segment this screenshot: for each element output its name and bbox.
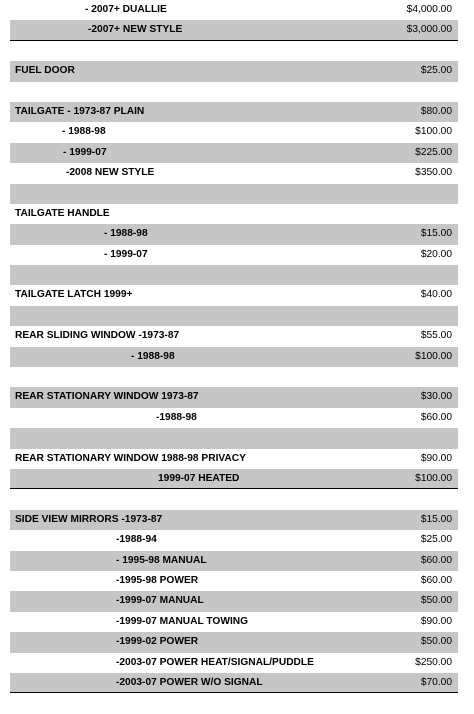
table-row [10, 449, 458, 469]
item-price: $60.00 [420, 411, 452, 423]
item-price: $55.00 [420, 330, 452, 342]
table-row [10, 204, 458, 224]
table-row [10, 102, 458, 122]
table-row [10, 326, 458, 346]
item-label: - 1988-98 [131, 350, 175, 362]
item-label: -1995-98 POWER [116, 574, 199, 586]
table-row [10, 20, 458, 40]
table-row [10, 0, 458, 20]
table-row [10, 551, 458, 571]
table-row [10, 571, 458, 591]
table-row [10, 265, 458, 285]
item-price: $225.00 [415, 146, 452, 158]
table-row [10, 591, 458, 611]
item-price: $70.00 [420, 676, 452, 688]
table-row [10, 367, 458, 387]
item-label: -1988-94 [116, 534, 157, 546]
item-price: $80.00 [420, 105, 452, 117]
table-row [10, 347, 458, 367]
item-label: -1999-07 MANUAL TOWING [116, 615, 249, 627]
item-label: - 1988-98 [104, 228, 148, 240]
item-price: $4,000.00 [406, 4, 452, 15]
item-price: $50.00 [420, 636, 452, 648]
table-row [10, 469, 458, 489]
item-price: $15.00 [420, 228, 452, 240]
table-row [10, 387, 458, 407]
item-label: SIDE VIEW MIRRORS -1973-87 [15, 513, 163, 525]
item-label: -2007+ NEW STYLE [88, 24, 183, 36]
table-row [10, 510, 458, 530]
table-row [10, 61, 458, 81]
item-label: FUEL DOOR [15, 65, 75, 77]
table-row [10, 612, 458, 632]
table-row [10, 184, 458, 204]
item-label: REAR STATIONARY WINDOW 1988-98 PRIVACY [15, 452, 246, 464]
table-row [10, 632, 458, 652]
item-price: $30.00 [420, 391, 452, 403]
item-label: -2003-07 POWER HEAT/SIGNAL/PUDDLE [116, 656, 314, 668]
table-row [10, 408, 458, 428]
item-price: $100.00 [415, 350, 452, 362]
item-price: $15.00 [420, 513, 452, 525]
item-label: - 2007+ DUALLIE [85, 4, 167, 15]
item-price: $350.00 [415, 167, 452, 179]
item-price: $60.00 [420, 554, 452, 566]
item-label: REAR STATIONARY WINDOW 1973-87 [15, 391, 199, 403]
item-price: $90.00 [420, 452, 452, 464]
item-label: -1999-02 POWER [116, 636, 199, 648]
item-price: $60.00 [420, 574, 452, 586]
item-label: REAR SLIDING WINDOW -1973-87 [15, 330, 180, 342]
item-label: - 1999-07 [63, 146, 107, 158]
item-price: $3,000.00 [406, 24, 452, 36]
item-label: - 1999-07 [104, 248, 148, 260]
table-row [10, 530, 458, 550]
table-row [10, 82, 458, 102]
item-label: - 1988-98 [62, 126, 106, 138]
item-label: TAILGATE - 1973-87 PLAIN [15, 105, 145, 117]
table-row [10, 224, 458, 244]
item-price: $20.00 [420, 248, 452, 260]
item-label: TAILGATE HANDLE [15, 207, 110, 219]
table-row [10, 489, 458, 509]
price-list-table [10, 0, 458, 693]
item-label: -1999-07 MANUAL [116, 595, 204, 607]
item-price: $90.00 [420, 615, 452, 627]
item-price: $50.00 [420, 595, 452, 607]
item-label: -2003-07 POWER W/O SIGNAL [116, 676, 263, 688]
table-row [10, 41, 458, 61]
item-price: $25.00 [420, 534, 452, 546]
item-label: -2008 NEW STYLE [66, 167, 155, 179]
item-price: $40.00 [420, 289, 452, 301]
item-price: $100.00 [415, 472, 452, 484]
table-row [10, 306, 458, 326]
table-row [10, 653, 458, 673]
item-label: -1988-98 [156, 411, 197, 423]
table-row [10, 673, 458, 693]
item-label: 1999-07 HEATED [158, 472, 240, 484]
table-row [10, 285, 458, 305]
item-price: $25.00 [420, 65, 452, 77]
item-price: $250.00 [415, 656, 452, 668]
item-label: - 1995-98 MANUAL [116, 554, 207, 566]
table-row [10, 245, 458, 265]
table-row [10, 143, 458, 163]
item-price: $100.00 [415, 126, 452, 138]
table-row [10, 428, 458, 448]
table-row [10, 163, 458, 183]
table-row [10, 122, 458, 142]
item-label: TAILGATE LATCH 1999+ [15, 289, 133, 301]
